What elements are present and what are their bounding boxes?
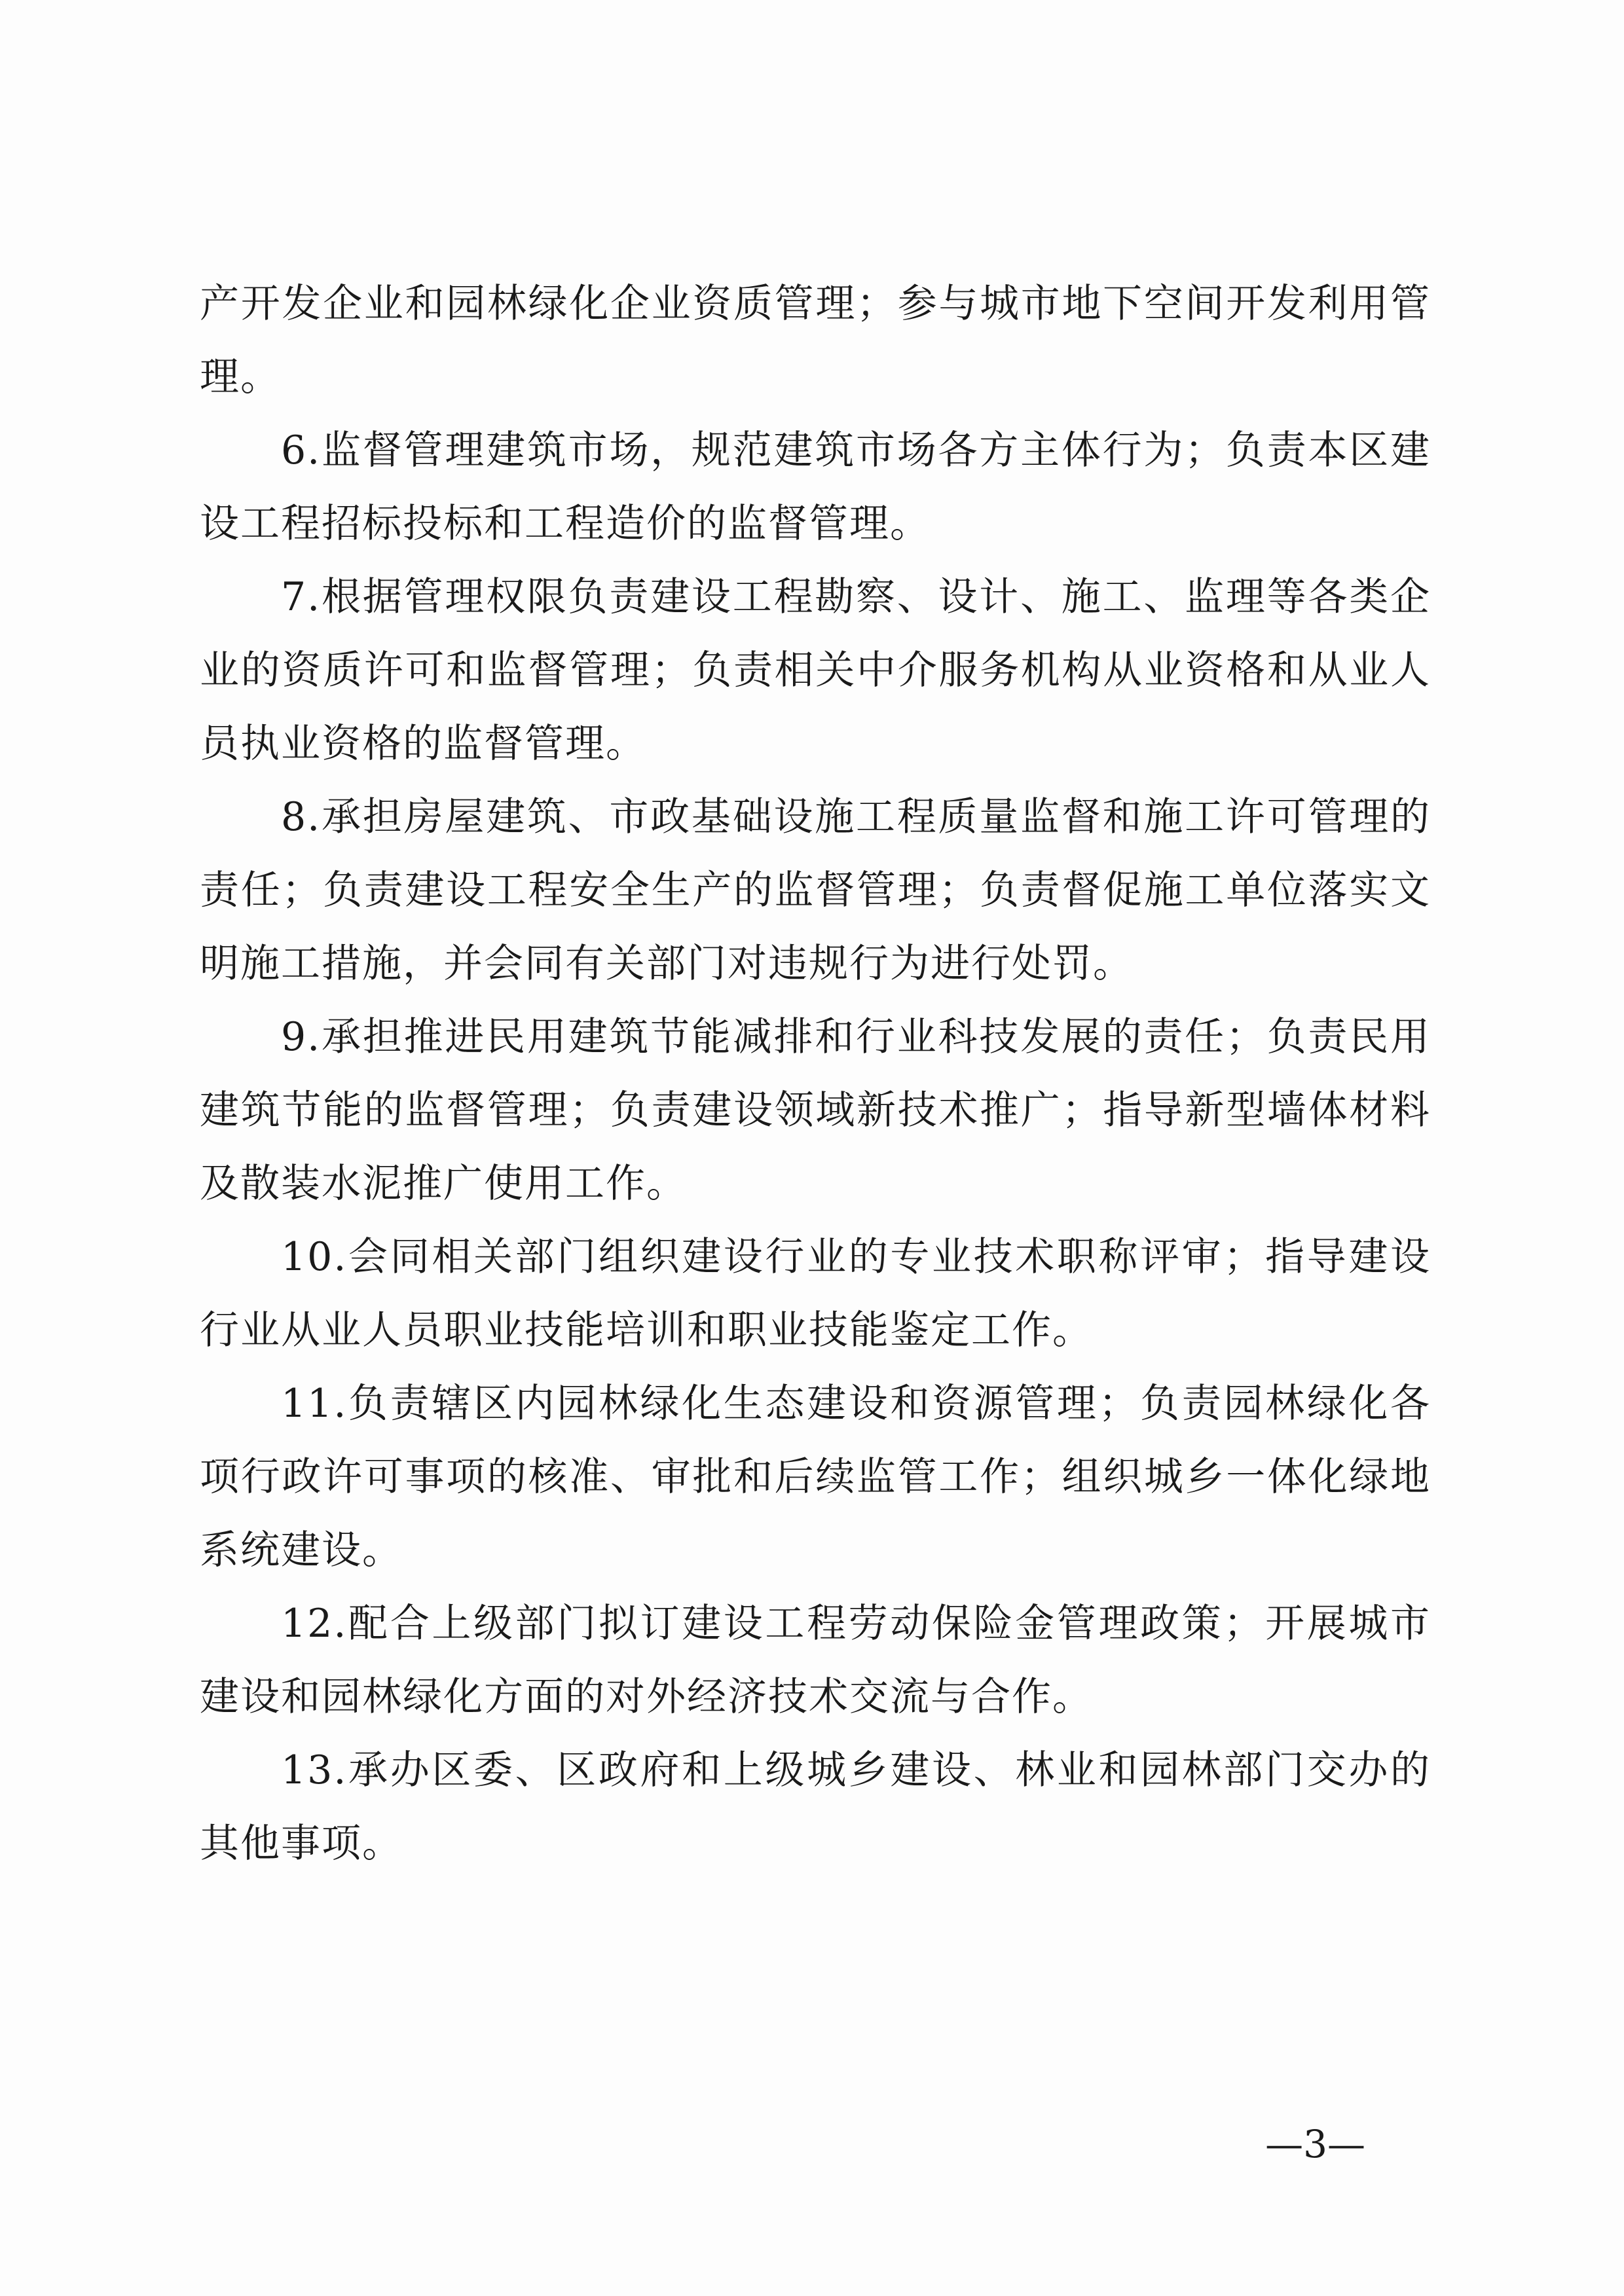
document-body bbox=[200, 267, 1431, 1880]
paragraph-item-10: 10.会同相关部门组织建设行业的专业技术职称评审；指导建设行业从业人员职业技能培训和职业技能鉴定工作。 bbox=[200, 1234, 1431, 1353]
page-number: —3— bbox=[1265, 2122, 1365, 2166]
paragraph-item-6: 6.监督管理建筑市场，规范建筑市场各方主体行为；负责本区建设工程招标投标和工程造价的监督管理。 bbox=[200, 428, 1431, 547]
paragraph-item-13: 13.承办区委、区政府和上级城乡建设、林业和园林部门交办的其他事项。 bbox=[200, 1747, 1431, 1867]
paragraph-item-8: 8.承担房屋建筑、市政基础设施工程质量监督和施工许可管理的责任；负责建设工程安全生产的监督管理；负责督促施工单位落实文明施工措施，并会同有关部门对违规行为进行处罚。 bbox=[200, 794, 1431, 987]
paragraph-item-9: 9.承担推进民用建筑节能减排和行业科技发展的责任；负责民用建筑节能的监督管理；负责建设领域新技术推广；指导新型墙体材料及散装水泥推广使用工作。 bbox=[200, 1014, 1431, 1207]
paragraph-item-12: 12.配合上级部门拟订建设工程劳动保险金管理政策；开展城市建设和园林绿化方面的对外经济技术交流与合作。 bbox=[200, 1601, 1431, 1720]
paragraph-continuation: 产开发企业和园林绿化企业资质管理；参与城市地下空间开发利用管理。 bbox=[200, 281, 1431, 400]
paragraph-item-11: 11.负责辖区内园林绿化生态建设和资源管理；负责园林绿化各项行政许可事项的核准、审批和后续监管工作；组织城乡一体化绿地系统建设。 bbox=[200, 1381, 1431, 1573]
paragraph-item-7: 7.根据管理权限负责建设工程勘察、设计、施工、监理等各类企业的资质许可和监督管理；负责相关中介服务机构从业资格和从业人员执业资格的监督管理。 bbox=[200, 574, 1431, 767]
